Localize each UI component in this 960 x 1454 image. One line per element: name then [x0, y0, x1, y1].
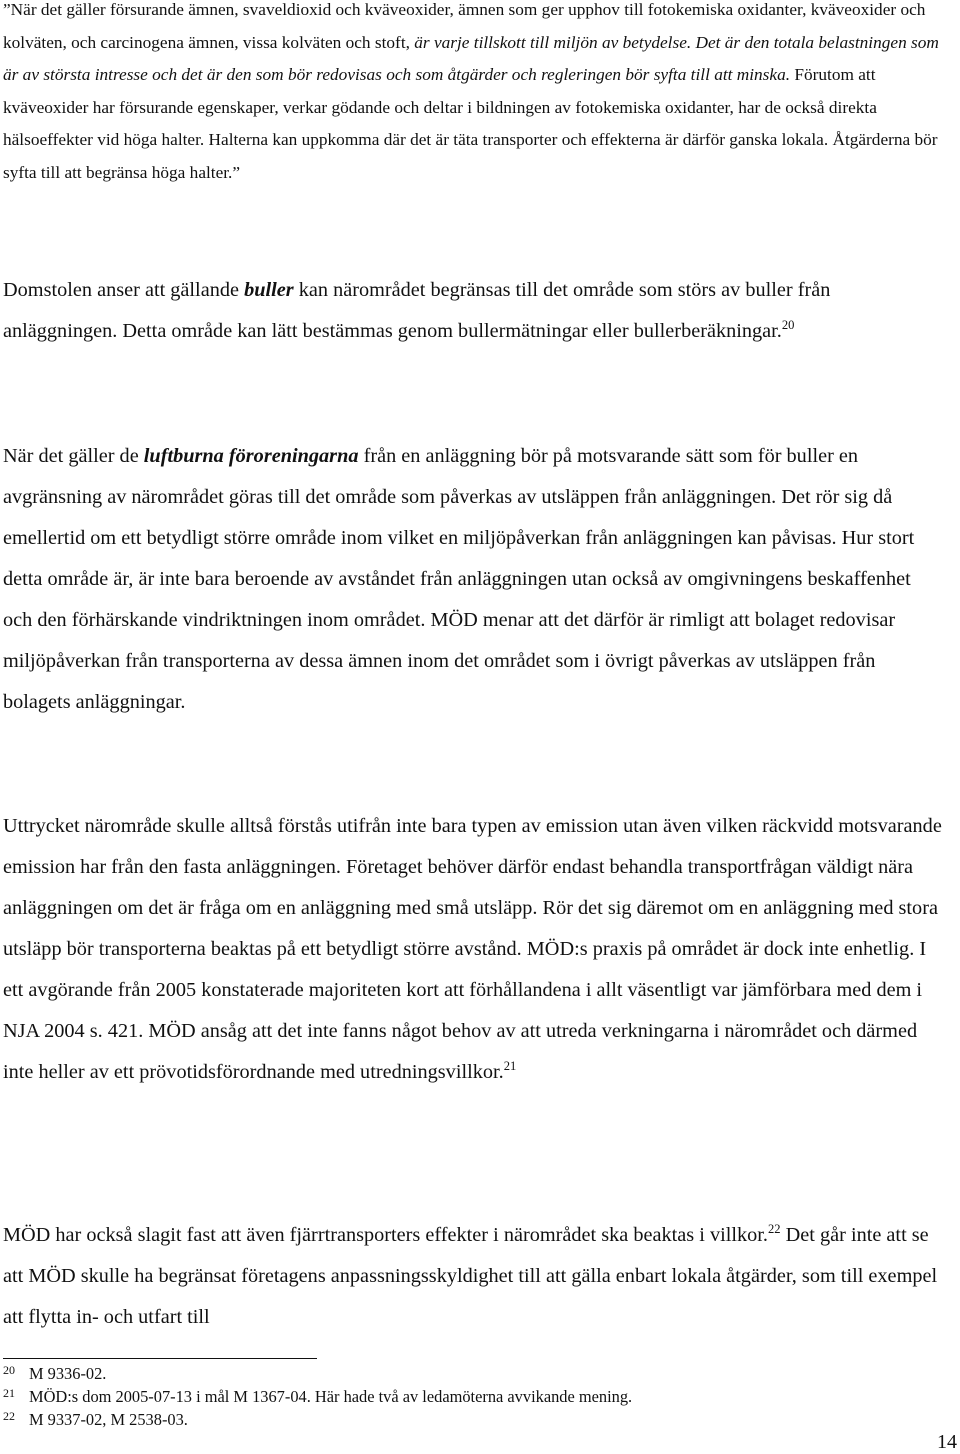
quote-open-mark: ”: [3, 0, 11, 19]
footnote-21: [3, 1386, 632, 1409]
footnote-ref-21[interactable]: 21: [503, 1058, 517, 1073]
emphasis-buller: buller: [244, 279, 294, 301]
footnote-number: 22: [3, 1409, 15, 1423]
quote-italic-text: är varje tillskott till miljön av betydelse. Det är den totala belastningen som är av största intresse och det är den som bör redovisas och som åtgärder och regleringen bör syfta till att minska.: [3, 32, 939, 85]
paragraph-text: kan närområdet begränsas till det område som störs av buller från anläggningen. Detta område kan lätt bestämmas genom bullermätningar eller bullerberäkningar.: [3, 279, 831, 342]
footnote-text: M 9337-02, M 2538-03.: [29, 1410, 188, 1429]
footnote-text: MÖD:s dom 2005-07-13 i mål M 1367-04. Här hade två av ledamöterna avvikande mening.: [29, 1387, 633, 1406]
quote-text-2: Förutom att kväveoxider har försurande egenskaper, verkar gödande och deltar i bildningen av fotokemiska oxidanter, har de också direkta hälsoeffekter vid höga halter. Halterna kan uppkomma där det är täta transporter och effekterna är därför ganska lokala. Åtgärderna bör syfta till att begränsa höga halter.: [3, 65, 938, 182]
footnote-divider: [3, 1358, 317, 1359]
paragraph-text: Det går inte att se att MÖD skulle ha begränsat företagens anpassningsskyldighet till att gälla enbart lokala åtgärder, som till exempel att flytta in- och utfart till: [3, 1224, 938, 1328]
page-number: 14: [937, 1431, 957, 1453]
footnote-ref-22[interactable]: 22: [767, 1221, 781, 1236]
quote-close-mark: ”: [232, 162, 241, 182]
footnote-22: [3, 1409, 188, 1432]
quoted-passage: [3, 0, 943, 190]
footnote-number: 20: [3, 1363, 15, 1377]
emphasis-luftburna: luftburna föroreningarna: [143, 445, 359, 467]
paragraph-fjarrtransporter: [3, 1215, 943, 1338]
paragraph-text: Uttrycket närområde skulle alltså förstås utifrån inte bara typen av emission utan även vilken räckvidd motsvarande emission har från den fasta anläggningen. Företaget behöver därför endast behandla transportfrågan väldigt nära anläggningen om det är fråga om en anläggning med små utsläpp. Rör det sig däremot om en anläggning med stora utsläpp bör transporterna beaktas på ett betydligt större avstånd. MÖD:s praxis på området är dock inte enhetlig. I ett avgörande från 2005 konstaterade majoriteten kort att förhållandena i allt väsentligt var jämförbara med dem i NJA 2004 s. 421. MÖD ansåg att det inte fanns något behov av att utreda verkningarna i närområdet och därmed inte heller av ett prövotidsförordnande med utredningsvillkor.: [3, 815, 942, 1083]
paragraph-text: Domstolen anser att gällande: [3, 279, 245, 301]
footnote-ref-20[interactable]: 20: [781, 317, 795, 332]
quote-text-1: När det gäller försurande ämnen, svaveldioxid och kväveoxider, ämnen som ger upphov till fotokemiska oxidanter, kväveoxider och kolväten, och carcinogena ämnen, vissa kolväten och stoft,: [3, 0, 926, 52]
paragraph-text: När det gäller de: [3, 445, 144, 467]
paragraph-text: från en anläggning bör på motsvarande sätt som för buller en avgränsning av närområdet göras till det område som påverkas av utsläppen från anläggningen. Det rör sig då emellertid om ett betydligt större område inom vilket en miljöpåverkan från anläggningen kan påvisas. Hur stort detta område är, är inte bara beroende av avståndet från anläggningen utan också av omgivningens beskaffenhet och den förhärskande vindriktningen inom området. MÖD menar att det därför är rimligt att bolaget redovisar miljöpåverkan från transporterna av dessa ämnen inom det området som i övrigt påverkas av utsläppen från bolagets anläggningar.: [3, 445, 915, 713]
paragraph-luftburna: [3, 436, 943, 723]
paragraph-naromrade: [3, 806, 943, 1093]
paragraph-buller: [3, 270, 943, 352]
footnote-text: M 9336-02.: [29, 1364, 107, 1383]
footnote-number: 21: [3, 1386, 15, 1400]
paragraph-text: MÖD har också slagit fast att även fjärrtransporters effekter i närområdet ska beaktas i villkor.: [3, 1224, 768, 1246]
